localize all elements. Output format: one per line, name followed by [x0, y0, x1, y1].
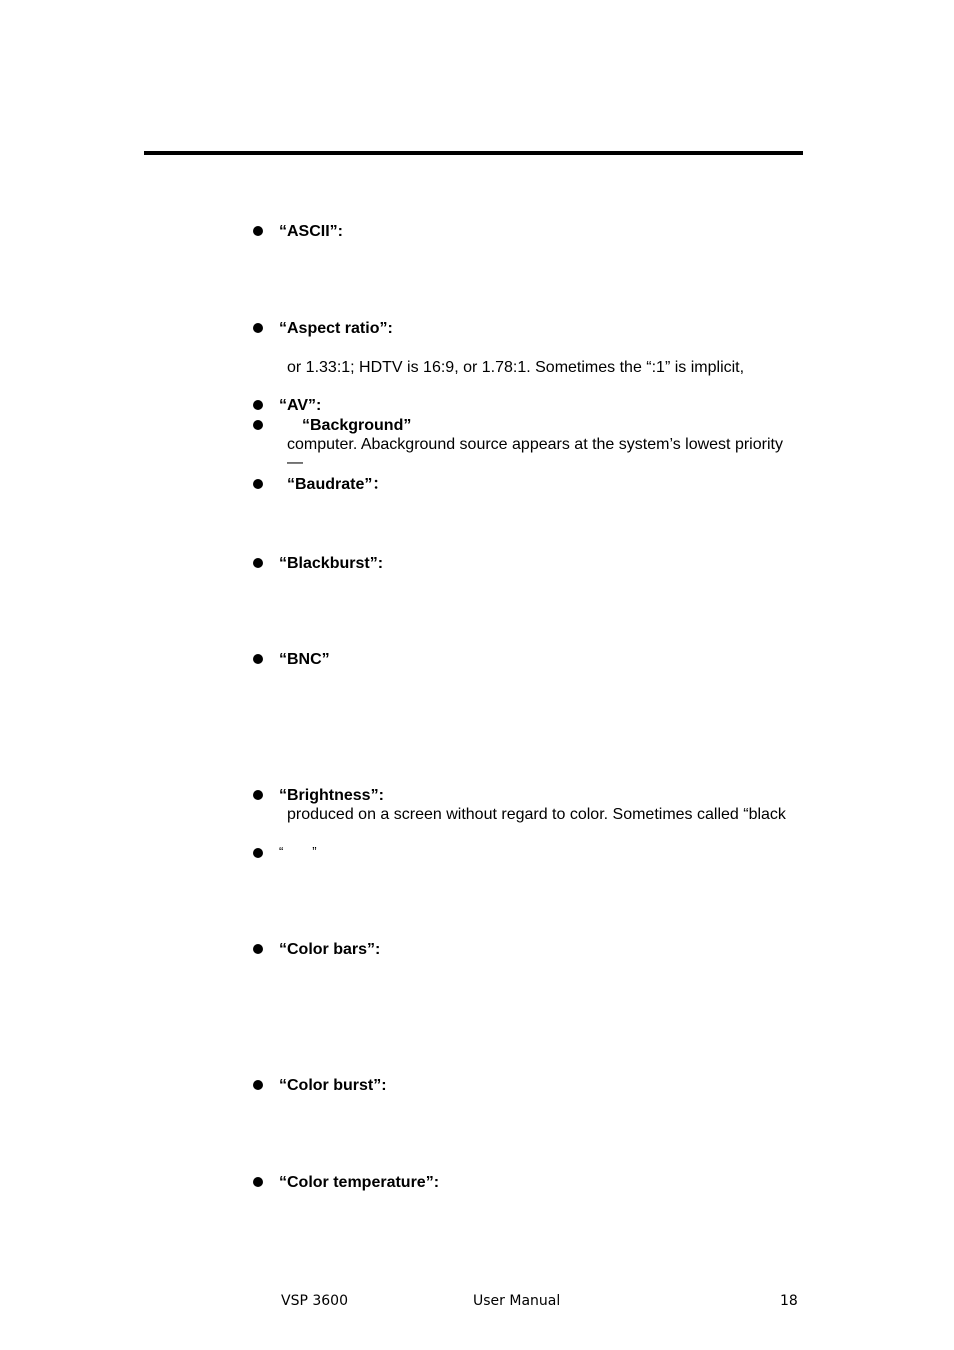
term-baudrate: “Baudrate”： [287, 476, 389, 493]
term-ascii: “ASCII”: [279, 223, 343, 240]
term-bnc: “BNC” [279, 651, 330, 668]
term-color-burst: “Color burst”: [279, 1077, 387, 1094]
footer-page-number: 18 [780, 1293, 798, 1309]
footer-product: VSP 3600 [281, 1293, 348, 1309]
background-text: computer. Abackground source appears at the system’s lowest priority [287, 436, 783, 453]
brightness-text: produced on a screen without regard to color. Sometimes called “black [287, 806, 786, 823]
bullet-icon [253, 479, 263, 489]
header-rule [144, 151, 803, 155]
term-aspect-ratio: “Aspect ratio”: [279, 320, 393, 337]
term-brightness: “Brightness”: [279, 787, 384, 804]
bullet-icon [253, 848, 263, 858]
footer-doc-title: User Manual [473, 1293, 561, 1309]
bullet-icon [253, 1177, 263, 1187]
bullet-icon [253, 420, 263, 430]
aspect-ratio-text: or 1.33:1; HDTV is 16:9, or 1.78:1. Sometimes the “:1” is implicit, [287, 359, 745, 376]
bullet-icon [253, 226, 263, 236]
bullet-icon [253, 790, 263, 800]
bullet-icon [253, 558, 263, 568]
bullet-icon [253, 1080, 263, 1090]
term-background: “Background” [302, 417, 412, 434]
bullet-icon [253, 654, 263, 664]
term-av: “AV”: [279, 397, 322, 414]
bullet-icon [253, 323, 263, 333]
term-blackburst: “Blackburst”: [279, 555, 384, 572]
term-color-temperature: “Color temperature”: [279, 1174, 440, 1191]
background-text-dash: — [287, 454, 303, 471]
bullet-icon [253, 944, 263, 954]
bullet-icon [253, 400, 263, 410]
term-blank: “ ” [279, 844, 317, 859]
term-color-bars: “Color bars”: [279, 941, 381, 958]
